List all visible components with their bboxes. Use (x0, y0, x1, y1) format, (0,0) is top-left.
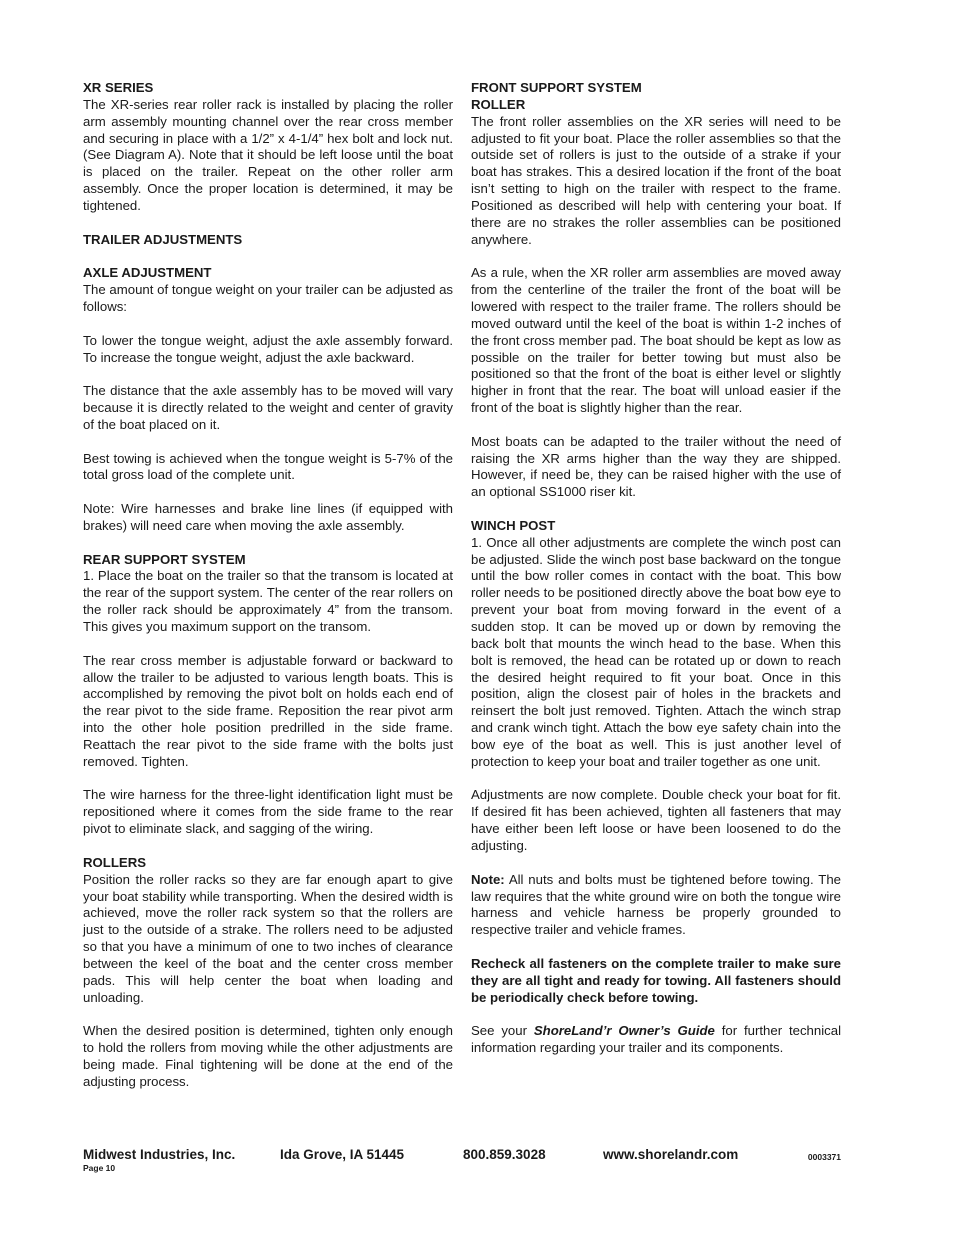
axle-adjustment-section (83, 265, 453, 316)
right-column (471, 80, 841, 1074)
see-guide-paragraph (471, 1023, 841, 1057)
winch-post-heading: WINCH POST (471, 517, 556, 533)
axle-adjustment-p2: To lower the tongue weight, adjust the axle assembly forward. To increase the tongue weight, adjust the axle backward. (83, 332, 453, 365)
owners-guide-title: ShoreLand’r Owner’s Guide (533, 1023, 715, 1039)
rear-support-p2: The rear cross member is adjustable forward or backward to allow the trailer to be adjusted to various length boats. This is accomplished by removing the pivot bolt on holds each end of the rear pivot to the side frame. Reposition the rear pivot arm into the other hole position predrilled in the side frame. Reattach the rear pivot to the side frame with the bolts just removed. Tighten. (83, 652, 453, 769)
see-prefix: See your (471, 1023, 534, 1039)
rollers-heading: ROLLERS (83, 854, 147, 870)
recheck-paragraph: Recheck all fasteners on the complete trailer to make sure they are all tight and ready for towing. All fasteners should be periodically check before towing. (471, 955, 841, 1005)
note-label: Note: (471, 871, 505, 887)
footer-phone: 800.859.3028 (463, 1147, 546, 1162)
note-text: All nuts and bolts must be tightened before towing. The law requires that the white ground wire on both the tongue wire harness and vehicle harness be properly grounded to respective trailer and vehicle frames. (471, 871, 841, 938)
note-paragraph (471, 872, 841, 939)
front-support-p2: As a rule, when the XR roller arm assemblies are moved away from the centerline of the trailer the front of the boat will be lowered with respect to the trailer frame. The rollers should be moved outward until the keel of the boat is within 1-2 inches of the front cross member pad. The boat should be kept as low as possible on the trailer for better towing but must also be positioned so that the front of the boat is either level or slightly higher in front that the rear. The boat will unload easier if the front of the boat is slightly higher than the rear. (471, 265, 841, 416)
trailer-adjustments-heading: TRAILER ADJUSTMENTS (83, 231, 243, 247)
xr-series-text: The XR-series rear roller rack is installed by placing the roller arm assembly mounting channel over the rear cross member and securing in place with a 1/2” x 4-1/4” hex bolt and lock nut. (See Diagram A). Note that it should be left loose until the boat is placed on the trailer. Repeat on the other roller arm assembly. Once the proper location is determined, it may be tightened. (83, 96, 453, 213)
front-support-p1: The front roller assemblies on the XR series will need to be adjusted to fit your boat. Place the roller assemblies so that the outside set of rollers is just to the outside of a strake if your boat has strakes. This a desired location if the front of the boat isn’t setting to high on the trailer with respect to the frame. Positioned as described will help with centering your boat. If there are no strakes the roller assemblies can be positioned anywhere. (471, 113, 841, 247)
front-support-subheading: ROLLER (471, 96, 526, 112)
footer-doc-code: 0003371 (807, 1152, 841, 1162)
front-support-p3: Most boats can be adapted to the trailer without the need of raising the XR arms higher than the way they are shipped. However, if need be, they can be raised higher with the use of an optional SS1000 riser kit. (471, 433, 841, 500)
axle-adjustment-p5: Note: Wire harnesses and brake line lines (if equipped with brakes) will need care when moving the axle assembly. (83, 501, 453, 533)
rear-support-section (83, 552, 453, 636)
rear-support-p1: 1. Place the boat on the trailer so that the transom is located at the rear of the support system. The center of the rear rollers on the roller rack should be approximately 4” from the transom. This gives you maximum support on the transom. (83, 568, 453, 634)
front-support-heading: FRONT SUPPORT SYSTEM (471, 80, 642, 95)
rollers-p2: When the desired position is determined, tighten only enough to hold the rollers from moving while the other adjustments are being made. Final tightening will be done at the end of the adjusting process. (83, 1023, 453, 1089)
axle-adjustment-p4: Best towing is achieved when the tongue weight is 5-7% of the total gross load of the complete unit. (83, 450, 453, 483)
rear-support-p3: The wire harness for the three-light identification light must be repositioned where it comes from the side frame to the rear pivot to eliminate slack, and sagging of the wiring. (83, 787, 453, 837)
xr-series-heading: XR SERIES (83, 80, 154, 95)
front-support-section (471, 80, 841, 248)
footer-company: Midwest Industries, Inc. (83, 1147, 236, 1162)
rollers-section (83, 855, 453, 1007)
axle-adjustment-p3: The distance that the axle assembly has to be moved will vary because it is directly related to the weight and center of gravity of the boat placed on it. (83, 383, 453, 432)
rollers-p1: Position the roller racks so they are far enough apart to give your boat stability while transporting. When the desired width is achieved, move the roller rack system so that the rollers are just to the outside of a strake. The rollers need to be adjusted so that you have a minimum of one to two inches of clearance between the keel of the boat and the center cross member pads. This will help center the boat when loading and unloading. (83, 871, 453, 1005)
winch-post-section (471, 518, 841, 771)
footer-city: Ida Grove, IA 51445 (280, 1147, 405, 1162)
winch-post-p1: 1. Once all other adjustments are complete the winch post can be adjusted. Slide the winch post base backward on the tongue until the bow roller comes in contact with the boat. This bow roller needs to be positioned directly above the boat bow eye to prevent your boat from moving forward in the event of a sudden stop. It can be moved up or down by removing the back bolt that mounts the winch head to the base. When this bolt is removed, the head can be rotated up or down to reach the desired height required to fit your boat. Once in this position, align the closest pair of holes in the brackets and reinsert the bolt just removed. Tighten. Attach the winch strap and crank winch tight. Attach the bow eye safety chain into the bow eye of the boat as well. This is just another level of protection to keep your boat and trailer together as one unit. (471, 534, 841, 769)
trailer-adjustments-section (83, 232, 453, 249)
rear-support-heading: REAR SUPPORT SYSTEM (83, 551, 246, 567)
page-footer (83, 1147, 841, 1177)
left-column (83, 80, 453, 1107)
axle-adjustment-p1: The amount of tongue weight on your trailer can be adjusted as follows: (83, 282, 453, 314)
axle-adjustment-heading: AXLE ADJUSTMENT (83, 265, 212, 281)
footer-website: www.shorelandr.com (603, 1147, 739, 1162)
see-suffix: for further technical information regarding your trailer and its components. (471, 1023, 842, 1056)
xr-series-section (83, 80, 453, 215)
winch-post-p2: Adjustments are now complete. Double check your boat for fit. If desired fit has been achieved, tighten all fasteners that may have either been left loose or have been loosened to do the adjusting. (471, 787, 841, 853)
footer-page-number: Page 10 (83, 1163, 116, 1173)
